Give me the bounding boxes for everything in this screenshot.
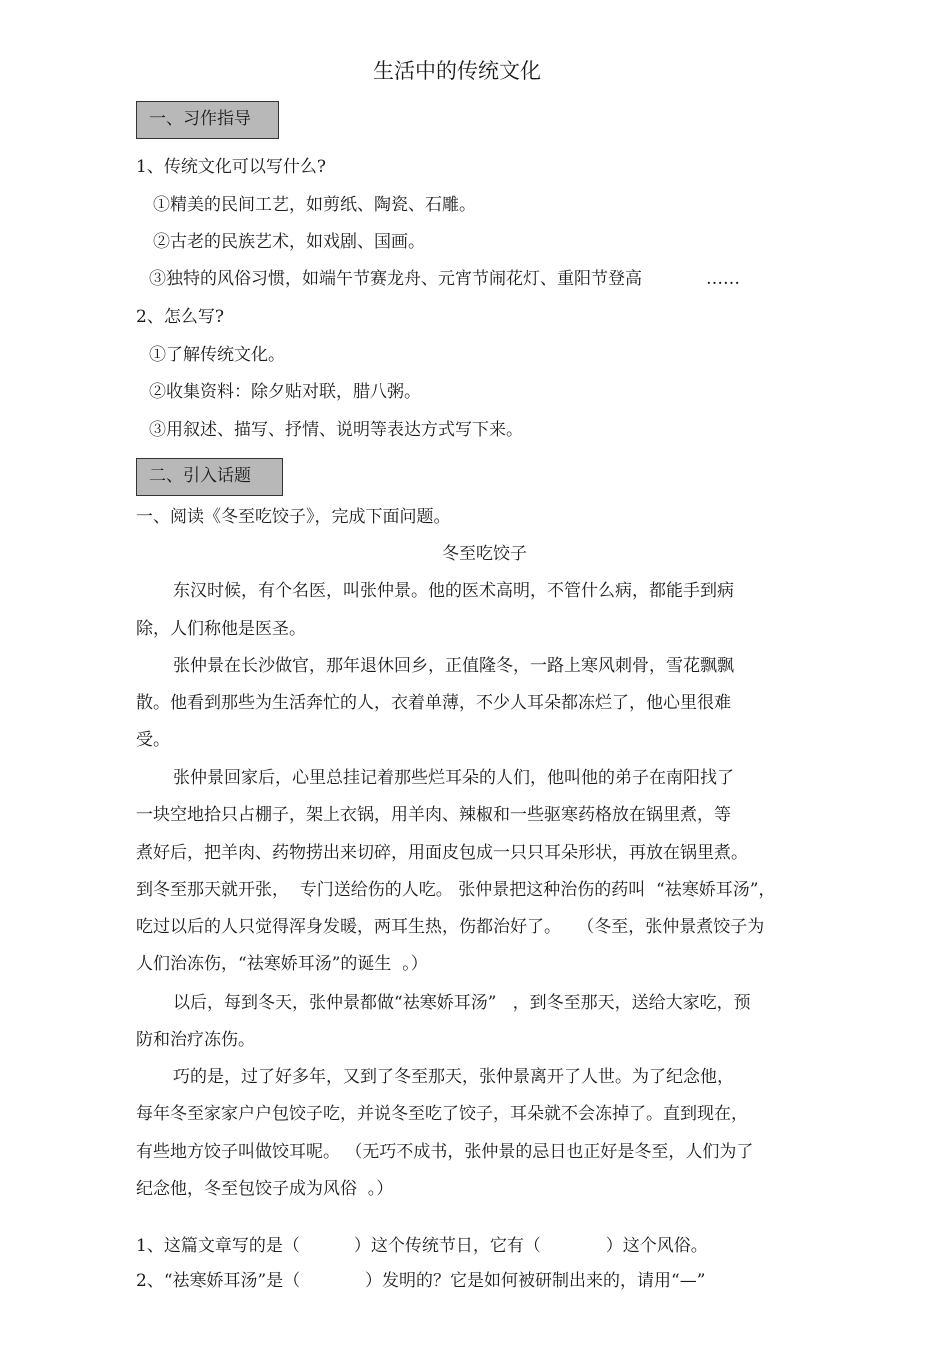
list-item: ①精美的民间工艺，如剪纸、陶瓷、石雕。 bbox=[153, 195, 476, 215]
story-line: 防和治疗冻伤。 bbox=[136, 1030, 255, 1050]
story-line: 人们治冻伤，“祛寒娇耳汤”的诞生 。） bbox=[136, 954, 428, 974]
list-item: ③独特的风俗习惯，如端午节赛龙舟、元宵节闹花灯、重阳节登高 bbox=[149, 269, 642, 289]
story-line: 受。 bbox=[136, 730, 170, 750]
question-2: 2、怎么写? bbox=[136, 307, 224, 327]
ellipsis: …… bbox=[706, 269, 740, 289]
story-line: 散。他看到那些为生活奔忙的人，衣着单薄，不少人耳朵都冻烂了，他心里很难 bbox=[136, 693, 731, 713]
story-line: 有些地方饺子叫做饺耳呢。 （无巧不成书，张仲景的忌日也正好是冬至，人们为了 bbox=[136, 1142, 754, 1162]
question-item: 1、这篇文章写的是（ ）这个传统节日，它有（ ）这个风俗。 bbox=[136, 1236, 708, 1256]
story-line: 每年冬至家家户户包饺子吃，并说冬至吃了饺子，耳朵就不会冻掉了。直到现在， bbox=[136, 1104, 748, 1124]
question-1: 1、传统文化可以写什么? bbox=[136, 157, 326, 177]
page-title: 生活中的传统文化 bbox=[373, 59, 541, 83]
section-heading-topic: 二、引入话题 bbox=[136, 458, 283, 496]
story-line: 以后，每到冬天，张仲景都做“祛寒娇耳汤” ，到冬至那天，送给大家吃，预 bbox=[173, 993, 751, 1013]
story-line: 东汉时候，有个名医，叫张仲景。他的医术高明，不管什么病，都能手到病 bbox=[173, 581, 734, 601]
story-line: 张仲景在长沙做官，那年退休回乡，正值隆冬，一路上寒风刺骨，雪花飘飘 bbox=[173, 656, 734, 676]
story-line: 一块空地拾只占棚子，架上衣锅，用羊肉、辣椒和一些驱寒药格放在锅里煮，等 bbox=[136, 805, 731, 825]
question-item: 2、“祛寒娇耳汤”是（ ）发明的？它是如何被研制出来的，请用“—” bbox=[136, 1271, 706, 1291]
story-line: 除，人们称他是医圣。 bbox=[136, 619, 306, 639]
story-line: 吃过以后的人只觉得浑身发暖，两耳生热，伤都治好了。 （冬至，张仲景煮饺子为 bbox=[136, 917, 765, 937]
story-line: 张仲景回家后，心里总挂记着那些烂耳朵的人们，他叫他的弟子在南阳找了 bbox=[173, 768, 734, 788]
list-item: ②古老的民族艺术，如戏剧、国画。 bbox=[153, 232, 425, 252]
story-title: 冬至吃饺子 bbox=[442, 544, 527, 564]
story-line: 煮好后，把羊肉、药物捞出来切碎，用面皮包成一只只耳朵形状，再放在锅里煮。 bbox=[136, 843, 748, 863]
story-line: 到冬至那天就开张， 专门送给伤的人吃。 张仲景把这种治伤的药叫 “祛寒娇耳汤”， bbox=[136, 880, 776, 900]
story-line: 纪念他，冬至包饺子成为风俗 。） bbox=[136, 1179, 394, 1199]
section-heading-guidance: 一、习作指导 bbox=[136, 101, 279, 139]
list-item: ②收集资料：除夕贴对联，腊八粥。 bbox=[149, 382, 421, 402]
list-item: ①了解传统文化。 bbox=[149, 345, 285, 365]
list-item: ③用叙述、描写、抒情、说明等表达方式写下来。 bbox=[149, 420, 523, 440]
story-line: 巧的是，过了好多年，又到了冬至那天，张仲景离开了人世。为了纪念他， bbox=[173, 1067, 734, 1087]
reading-instruction: 一、阅读《冬至吃饺子》，完成下面问题。 bbox=[136, 507, 451, 527]
